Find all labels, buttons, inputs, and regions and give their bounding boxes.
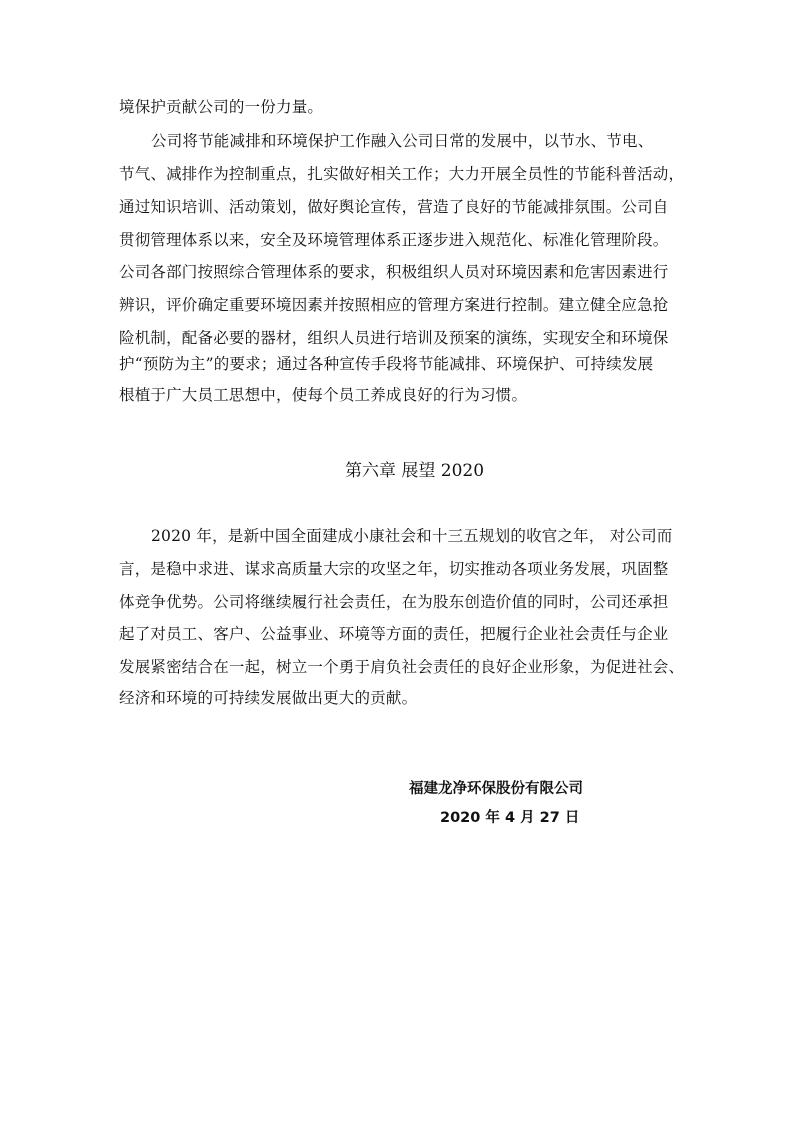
paragraph-line: 根植于广大员工思想中，使每个员工养成良好的行为习惯。 (119, 386, 528, 404)
paragraph-line: 发展紧密结合在一起，树立一个勇于肩负社会责任的良好企业形象，为促进社会、 (119, 658, 685, 676)
paragraph-line: 护“预防为主”的要求；通过各种宣传手段将节能减排、环境保护、可持续发展 (119, 355, 654, 373)
signature-company: 福建龙净环保股份有限公司 (409, 781, 583, 797)
chapter-title: 第六章 展望 2020 (344, 461, 485, 481)
paragraph-line: 言，是稳中求进、谋求高质量大宗的攻坚之年，切实推动各项业务发展，巩固整 (119, 560, 669, 578)
paragraph-line: 境保护贡献公司的一份力量。 (119, 98, 324, 116)
paragraph-line: 经济和环境的可持续发展做出更大的贡献。 (119, 689, 418, 707)
paragraph-line: 公司各部门按照综合管理体系的要求，积极组织人员对环境因素和危害因素进行 (119, 263, 669, 281)
paragraph-line: 起了对员工、客户、公益事业、环境等方面的责任，把履行企业社会责任与企业 (119, 625, 669, 643)
paragraph-line: 公司将节能减排和环境保护工作融入公司日常的发展中，以节水、节电、 (151, 132, 654, 150)
paragraph-line: 险机制，配备必要的器材，组织人员进行培训及预案的演练，实现安全和环境保 (119, 329, 669, 347)
paragraph-line: 辨识，评价确定重要环境因素并按照相应的管理方案进行控制。建立健全应急抢 (119, 296, 669, 314)
paragraph-line: 贯彻管理体系以来，安全及环境管理体系正逐步进入规范化、标准化管理阶段。 (119, 231, 669, 249)
paragraph-line: 2020 年，是新中国全面建成小康社会和十三五规划的收官之年， 对公司而 (151, 527, 673, 545)
paragraph-line: 通过知识培训、活动策划，做好舆论宣传，营造了良好的节能减排氛围。公司自 (119, 198, 669, 216)
paragraph-line: 体竞争优势。公司将继续履行社会责任，在为股东创造价值的同时，公司还承担 (119, 593, 669, 611)
signature-date: 2020 年 4 月 27 日 (440, 810, 580, 826)
paragraph-line: 节气、减排作为控制重点，扎实做好相关工作；大力开展全员性的节能科普活动， (119, 165, 685, 183)
